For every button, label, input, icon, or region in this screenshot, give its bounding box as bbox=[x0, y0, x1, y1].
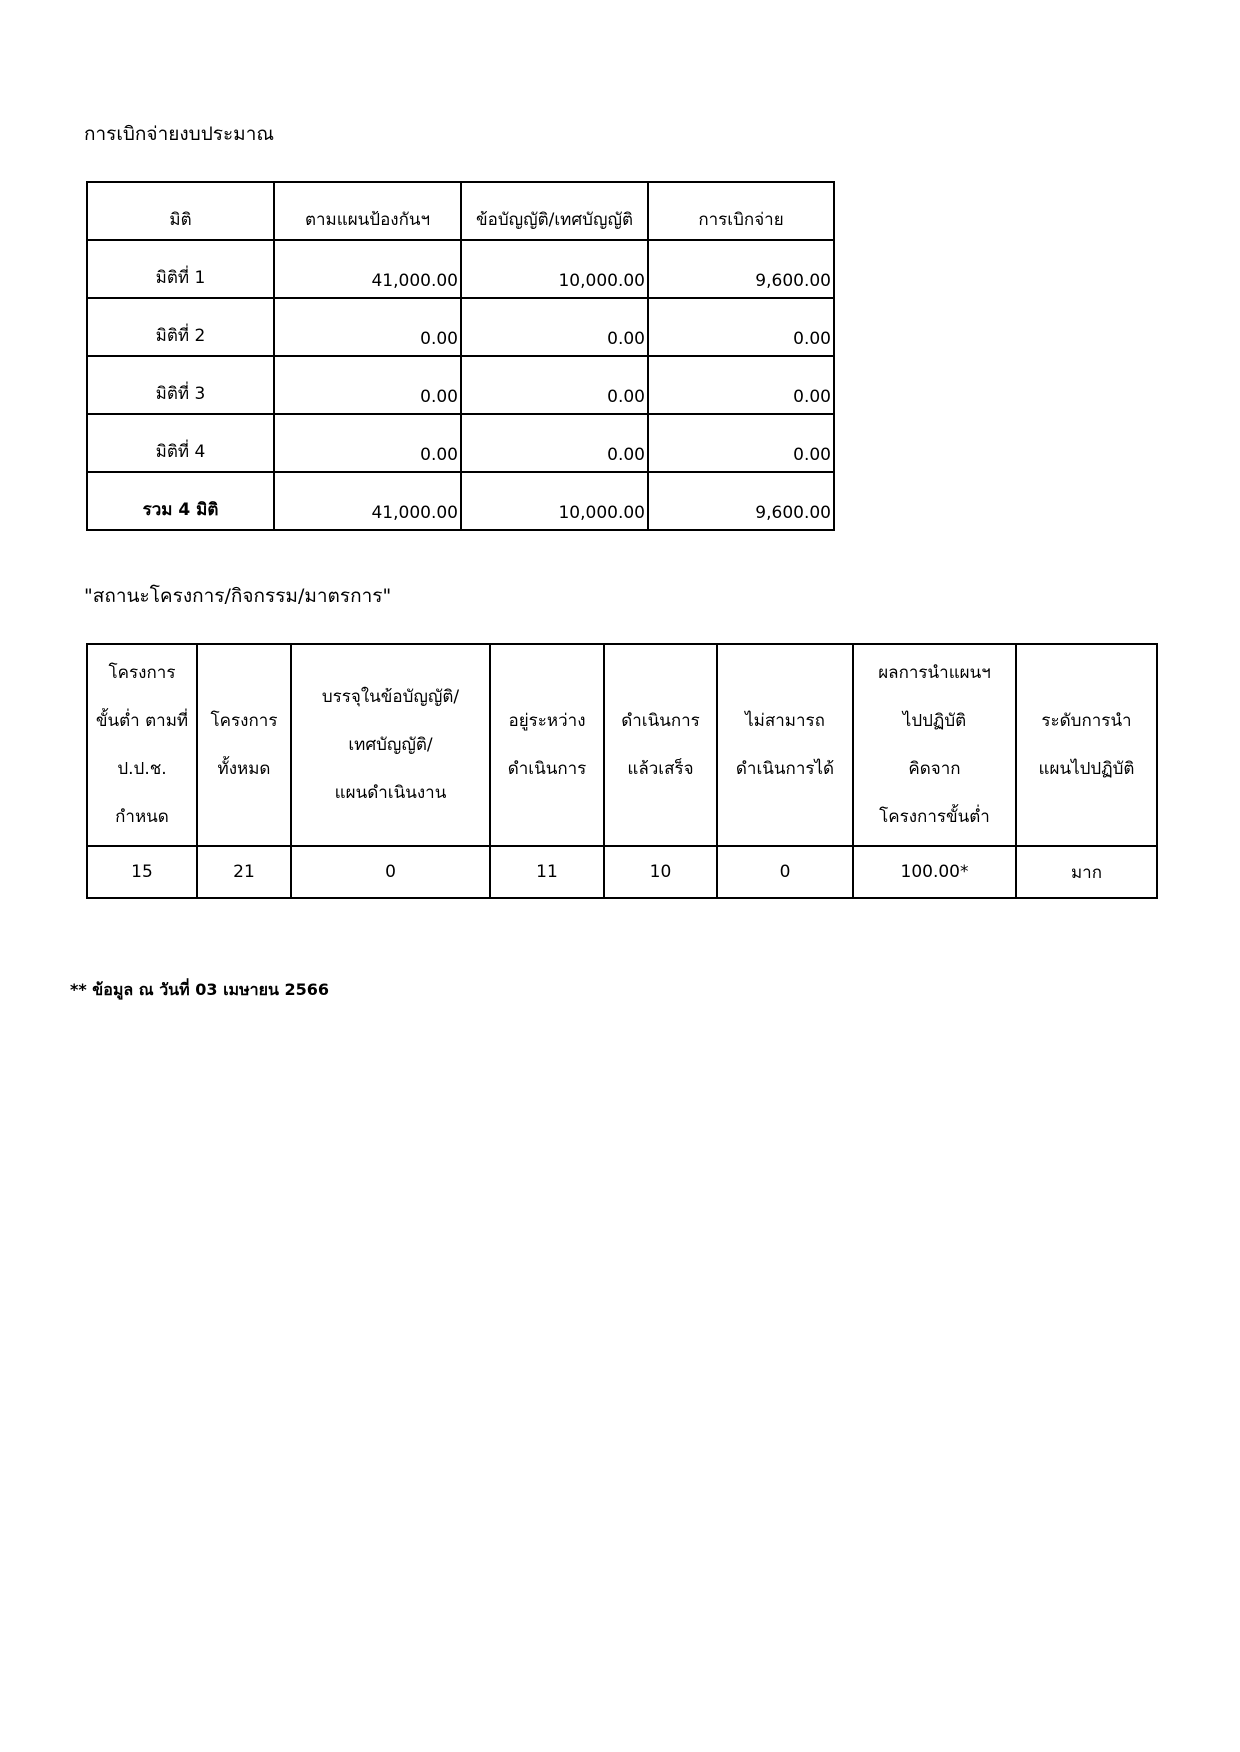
project-status-table bbox=[86, 643, 1158, 899]
ordinance-total-cell: 10,000.00 bbox=[461, 472, 648, 530]
disbursed-amount-cell: 0.00 bbox=[648, 414, 834, 472]
dimension-cell: มิติที่ 2 bbox=[87, 298, 274, 356]
header-dimension: มิติ bbox=[87, 182, 274, 240]
dimension-cell: มิติที่ 1 bbox=[87, 240, 274, 298]
in-progress-value: 11 bbox=[490, 846, 604, 898]
table-row bbox=[87, 846, 1157, 898]
table-row bbox=[87, 240, 834, 298]
plan-amount-cell: 0.00 bbox=[274, 298, 461, 356]
table-row bbox=[87, 356, 834, 414]
disbursed-amount-cell: 0.00 bbox=[648, 298, 834, 356]
header-implementation-level: ระดับการนำ แผนไปปฏิบัติ bbox=[1016, 644, 1157, 846]
disbursed-amount-cell: 9,600.00 bbox=[648, 240, 834, 298]
header-disbursement: การเบิกจ่าย bbox=[648, 182, 834, 240]
unable-to-proceed-value: 0 bbox=[717, 846, 853, 898]
plan-amount-cell: 0.00 bbox=[274, 414, 461, 472]
budget-header-row bbox=[87, 182, 834, 240]
dimension-cell: มิติที่ 4 bbox=[87, 414, 274, 472]
ordinance-amount-cell: 0.00 bbox=[461, 414, 648, 472]
plan-amount-cell: 0.00 bbox=[274, 356, 461, 414]
budget-total-row bbox=[87, 472, 834, 530]
ordinance-amount-cell: 10,000.00 bbox=[461, 240, 648, 298]
header-prevention-plan: ตามแผนป้องกันฯ bbox=[274, 182, 461, 240]
header-in-progress: อยู่ระหว่าง ดำเนินการ bbox=[490, 644, 604, 846]
budget-table bbox=[86, 181, 835, 531]
header-total-projects: โครงการ ทั้งหมด bbox=[197, 644, 291, 846]
header-unable-to-proceed: ไม่สามารถ ดำเนินการได้ bbox=[717, 644, 853, 846]
implementation-result-value: 100.00* bbox=[853, 846, 1016, 898]
disbursed-amount-cell: 0.00 bbox=[648, 356, 834, 414]
completed-value: 10 bbox=[604, 846, 717, 898]
budget-section-title: การเบิกจ่ายงบประมาณ bbox=[84, 123, 274, 145]
header-ordinance: ข้อบัญญัติ/เทศบัญญัติ bbox=[461, 182, 648, 240]
plan-total-cell: 41,000.00 bbox=[274, 472, 461, 530]
minimum-projects-value: 15 bbox=[87, 846, 197, 898]
table-row bbox=[87, 298, 834, 356]
ordinance-amount-cell: 0.00 bbox=[461, 298, 648, 356]
dimension-cell: มิติที่ 3 bbox=[87, 356, 274, 414]
disbursed-total-cell: 9,600.00 bbox=[648, 472, 834, 530]
header-implementation-result: ผลการนำแผนฯ ไปปฏิบัติ คิดจาก โครงการขั้นต่ำ bbox=[853, 644, 1016, 846]
status-header-row bbox=[87, 644, 1157, 846]
included-in-ordinance-value: 0 bbox=[291, 846, 490, 898]
header-minimum-projects: โครงการ ขั้นต่ำ ตามที่ ป.ป.ช. กำหนด bbox=[87, 644, 197, 846]
header-completed: ดำเนินการ แล้วเสร็จ bbox=[604, 644, 717, 846]
status-section-title: "สถานะโครงการ/กิจกรรม/มาตรการ" bbox=[84, 585, 392, 607]
table-row bbox=[87, 414, 834, 472]
total-projects-value: 21 bbox=[197, 846, 291, 898]
implementation-level-value: มาก bbox=[1016, 846, 1157, 898]
total-label-cell: รวม 4 มิติ bbox=[87, 472, 274, 530]
ordinance-amount-cell: 0.00 bbox=[461, 356, 648, 414]
plan-amount-cell: 41,000.00 bbox=[274, 240, 461, 298]
data-date-footnote: ** ข้อมูล ณ วันที่ 03 เมษายน 2566 bbox=[70, 980, 330, 999]
header-included-in-ordinance: บรรจุในข้อบัญญัติ/ เทศบัญญัติ/ แผนดำเนินงาน bbox=[291, 644, 490, 846]
